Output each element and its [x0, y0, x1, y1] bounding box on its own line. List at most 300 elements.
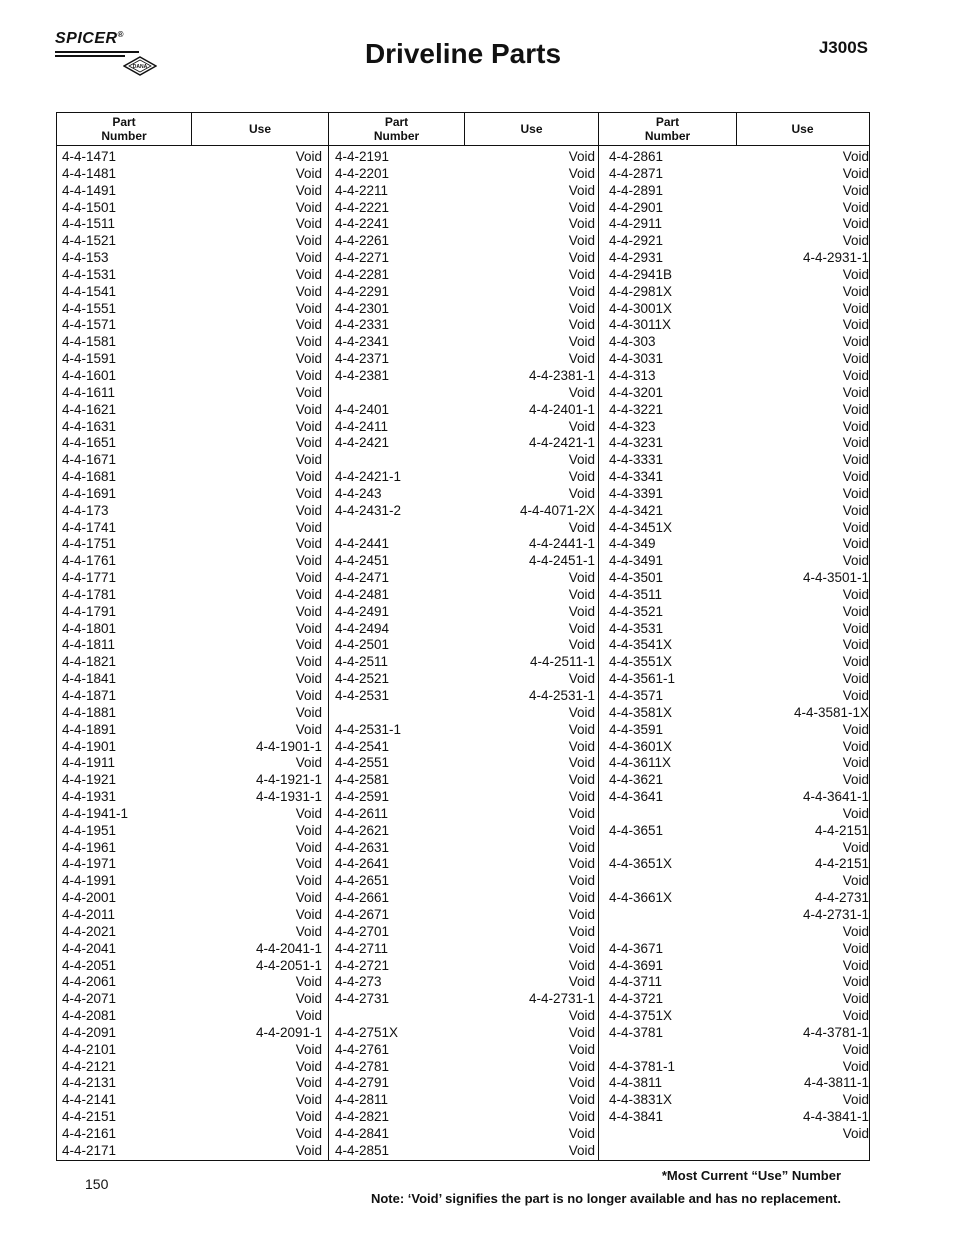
- table-row: [62, 284, 322, 301]
- use-value: Void: [842, 266, 869, 282]
- part-number: 4-4-3541X: [609, 637, 673, 653]
- use-value: Void: [295, 637, 322, 653]
- footnote-void: Note: ‘Void’ signifies the part is no longer available and has no replacement.: [370, 1191, 841, 1206]
- table-row: [62, 890, 322, 907]
- part-number: 4-4-2291: [335, 283, 390, 299]
- part-number: 4-4-2371: [335, 351, 390, 367]
- use-value: Void: [568, 603, 595, 619]
- table-row: [609, 435, 869, 452]
- table-row: [609, 520, 869, 537]
- part-number: 4-4-173: [62, 502, 109, 518]
- part-number: 4-4-3691: [609, 957, 664, 973]
- table-row: [609, 570, 869, 587]
- use-value: Void: [568, 772, 595, 788]
- table-row: [62, 856, 322, 873]
- table-row: [609, 166, 869, 183]
- table-row: [335, 334, 595, 351]
- use-value: Void: [295, 570, 322, 586]
- table-row: [62, 1025, 322, 1042]
- part-number: 4-4-2121: [62, 1058, 117, 1074]
- part-number: 4-4-3531: [609, 620, 664, 636]
- table-row: [62, 385, 322, 402]
- column-divider: [328, 113, 329, 1160]
- table-row: [335, 688, 595, 705]
- use-value: Void: [568, 485, 595, 501]
- part-number: 4-4-2511: [335, 654, 389, 670]
- use-value: Void: [568, 923, 595, 939]
- table-row: [609, 301, 869, 318]
- part-number: 4-4-2101: [62, 1041, 117, 1057]
- table-row: [335, 890, 595, 907]
- table-row: [62, 907, 322, 924]
- part-number: 4-4-3501: [609, 570, 664, 586]
- part-number: 4-4-1491: [62, 182, 117, 198]
- part-number: 4-4-2061: [62, 974, 117, 990]
- part-number: 4-4-3781-1: [609, 1058, 676, 1074]
- use-value: Void: [568, 1109, 595, 1125]
- use-value: Void: [295, 519, 322, 535]
- table-row: [335, 705, 595, 722]
- table-row: [609, 1025, 869, 1042]
- use-value: Void: [295, 974, 322, 990]
- table-row: [335, 469, 595, 486]
- use-value: Void: [295, 923, 322, 939]
- part-number: 4-4-1691: [62, 485, 117, 501]
- part-number: 4-4-1681: [62, 469, 117, 485]
- part-number: 4-4-3561-1: [609, 671, 676, 687]
- use-value: Void: [295, 452, 322, 468]
- use-value: Void: [295, 671, 322, 687]
- use-value: Void: [295, 755, 322, 771]
- table-row: [335, 823, 595, 840]
- table-row: [62, 486, 322, 503]
- use-value: Void: [568, 974, 595, 990]
- table-row: [62, 1126, 322, 1143]
- use-value: Void: [295, 721, 322, 737]
- table-row: [335, 772, 595, 789]
- table-row: [62, 469, 322, 486]
- table-row: [335, 402, 595, 419]
- use-value: Void: [568, 620, 595, 636]
- use-value: Void: [295, 266, 322, 282]
- use-value: 4-4-2531-1: [528, 688, 595, 703]
- part-number: 4-4-1921: [62, 772, 117, 788]
- use-value: Void: [295, 620, 322, 636]
- table-row: [62, 149, 322, 166]
- use-value: Void: [295, 165, 322, 181]
- brand-name: SPICER®: [55, 30, 124, 47]
- part-number: 4-4-2301: [335, 300, 390, 316]
- use-value: Void: [295, 1075, 322, 1091]
- table-row: [62, 419, 322, 436]
- part-number: 4-4-2411: [335, 418, 389, 434]
- part-number: 4-4-3221: [609, 401, 664, 417]
- use-value: Void: [295, 704, 322, 720]
- use-value: Void: [295, 991, 322, 1007]
- table-row: [335, 503, 595, 520]
- part-number: 4-4-1571: [62, 317, 117, 333]
- use-value: Void: [842, 637, 869, 653]
- table-row: [335, 267, 595, 284]
- use-value: Void: [295, 873, 322, 889]
- table-row: [335, 671, 595, 688]
- part-number: 4-4-1791: [62, 603, 117, 619]
- use-value: Void: [842, 502, 869, 518]
- part-number: 4-4-3661X: [609, 890, 673, 906]
- parts-column-1: [62, 149, 322, 1160]
- use-value: Void: [568, 637, 595, 653]
- table-row: [335, 1008, 595, 1025]
- header-text: Use: [791, 122, 814, 136]
- part-number: 4-4-2531: [335, 688, 390, 703]
- table-row: [62, 503, 322, 520]
- table-row: [335, 806, 595, 823]
- table-row: [609, 671, 869, 688]
- table-row: [62, 941, 322, 958]
- part-number: 4-4-2281: [335, 266, 390, 282]
- table-row: [62, 958, 322, 975]
- use-value: Void: [568, 1058, 595, 1074]
- table-row: [609, 334, 869, 351]
- table-row: [62, 536, 322, 553]
- part-number: 4-4-1971: [62, 856, 117, 872]
- use-value: Void: [295, 1058, 322, 1074]
- header-use-1: [191, 113, 329, 145]
- part-number: 4-4-1961: [62, 839, 117, 855]
- table-row: [335, 789, 595, 806]
- use-value: Void: [568, 182, 595, 198]
- use-value: Void: [295, 250, 322, 266]
- use-value: Void: [842, 367, 869, 383]
- use-value: Void: [842, 839, 869, 855]
- use-value: Void: [295, 856, 322, 872]
- part-number: 4-4-2811: [335, 1092, 389, 1108]
- table-row: [62, 1042, 322, 1059]
- header-part-number-2: [329, 113, 464, 145]
- use-value: Void: [842, 721, 869, 737]
- use-value: 4-4-2381-1: [528, 367, 595, 383]
- table-row: [335, 856, 595, 873]
- table-row: [335, 216, 595, 233]
- table-row: [62, 368, 322, 385]
- use-value: Void: [568, 199, 595, 215]
- part-number: 4-4-2481: [335, 586, 390, 602]
- use-value: Void: [842, 435, 869, 451]
- table-row: [609, 924, 869, 941]
- table-row: [62, 200, 322, 217]
- part-number: 4-4-3521: [609, 603, 664, 619]
- table-row: [62, 334, 322, 351]
- part-number: 4-4-1481: [62, 165, 117, 181]
- part-number: 4-4-1931: [62, 789, 117, 805]
- table-row: [609, 317, 869, 334]
- use-value: Void: [568, 384, 595, 400]
- use-value: Void: [568, 334, 595, 350]
- part-number: 4-4-2341: [335, 334, 390, 350]
- table-row: [609, 1109, 869, 1126]
- use-value: Void: [842, 418, 869, 434]
- part-number: 4-4-3601X: [609, 738, 673, 754]
- table-row: [62, 402, 322, 419]
- header-text: Use: [248, 122, 271, 136]
- part-number: 4-4-3031: [609, 351, 664, 367]
- use-value: Void: [568, 570, 595, 586]
- use-value: 4-4-2441-1: [528, 536, 595, 552]
- footnote-current-use: *Most Current “Use” Number: [661, 1168, 841, 1183]
- part-number: 4-4-3721: [609, 991, 664, 1007]
- part-number: 4-4-1511: [62, 216, 116, 232]
- use-value: Void: [295, 149, 322, 164]
- table-row: [609, 216, 869, 233]
- part-number: 4-4-3201: [609, 384, 664, 400]
- table-row: [62, 991, 322, 1008]
- table-row: [609, 705, 869, 722]
- model-label: J300S: [818, 38, 868, 57]
- table-row: [335, 183, 595, 200]
- use-value: Void: [842, 991, 869, 1007]
- use-value: Void: [842, 974, 869, 990]
- part-number: 4-4-2781: [335, 1058, 390, 1074]
- use-value: Void: [842, 216, 869, 232]
- use-value: 4-4-2511-1: [529, 654, 595, 670]
- part-number: 4-4-2581: [335, 772, 390, 788]
- use-value: Void: [568, 1008, 595, 1024]
- use-value: Void: [842, 738, 869, 754]
- part-number: 4-4-3451X: [609, 519, 673, 535]
- table-row: [609, 1008, 869, 1025]
- header-part-number-3: [599, 113, 736, 145]
- part-number: 4-4-2421: [335, 435, 390, 451]
- part-number: 4-4-2531-1: [335, 721, 402, 737]
- table-row: [335, 840, 595, 857]
- table-row: [62, 974, 322, 991]
- part-number: 4-4-3581X: [609, 704, 673, 720]
- use-value: 4-4-1921-1: [255, 772, 322, 788]
- part-number: 4-4-2591: [335, 789, 390, 805]
- table-row: [609, 772, 869, 789]
- part-number: 4-4-2141: [62, 1092, 117, 1108]
- table-row: [609, 553, 869, 570]
- use-value: Void: [295, 654, 322, 670]
- use-value: Void: [842, 149, 869, 164]
- use-value: Void: [568, 283, 595, 299]
- use-value: Void: [842, 1125, 869, 1141]
- use-value: Void: [568, 856, 595, 872]
- table-row: [62, 1008, 322, 1025]
- use-value: Void: [295, 317, 322, 333]
- part-number: 4-4-2861: [609, 149, 664, 164]
- part-number: 4-4-1551: [62, 300, 117, 316]
- use-value: Void: [295, 351, 322, 367]
- table-row: [335, 907, 595, 924]
- part-number: 4-4-2851: [335, 1142, 390, 1158]
- table-row: [62, 250, 322, 267]
- part-number: 4-4-1541: [62, 283, 117, 299]
- use-value: Void: [842, 182, 869, 198]
- table-row: [335, 924, 595, 941]
- table-row: [609, 941, 869, 958]
- part-number: 4-4-2261: [335, 233, 390, 249]
- use-value: Void: [295, 536, 322, 552]
- table-row: [335, 621, 595, 638]
- table-row: [62, 654, 322, 671]
- part-number: 4-4-2451: [335, 553, 390, 569]
- part-number: 4-4-303: [609, 334, 656, 350]
- use-value: 4-4-2041-1: [255, 940, 322, 956]
- parts-column-3: [609, 149, 869, 1143]
- use-value: Void: [842, 603, 869, 619]
- table-row: [609, 1092, 869, 1109]
- table-row: [609, 183, 869, 200]
- table-row: [62, 755, 322, 772]
- part-number: 4-4-1531: [62, 266, 117, 282]
- use-value: Void: [842, 1092, 869, 1108]
- table-row: [335, 233, 595, 250]
- table-row: [609, 351, 869, 368]
- part-number: 4-4-313: [609, 367, 656, 383]
- table-row: [62, 452, 322, 469]
- part-number: 4-4-1871: [62, 688, 117, 703]
- part-number: 4-4-2921: [609, 233, 664, 249]
- use-value: 4-4-3641-1: [802, 789, 869, 805]
- table-row: [62, 301, 322, 318]
- use-value: 4-4-3581-1X: [793, 704, 869, 720]
- part-number: 4-4-1781: [62, 586, 117, 602]
- use-value: 4-4-2731: [814, 890, 869, 906]
- table-row: [609, 402, 869, 419]
- part-number: 4-4-2621: [335, 822, 390, 838]
- use-value: Void: [295, 401, 322, 417]
- use-value: Void: [568, 873, 595, 889]
- table-row: [609, 536, 869, 553]
- table-row: [609, 1059, 869, 1076]
- table-row: [62, 166, 322, 183]
- use-value: Void: [568, 317, 595, 333]
- part-number: 4-4-3751X: [609, 1008, 673, 1024]
- use-value: Void: [842, 873, 869, 889]
- use-value: Void: [295, 502, 322, 518]
- table-row: [335, 553, 595, 570]
- use-value: Void: [295, 283, 322, 299]
- part-number: 4-4-3551X: [609, 654, 673, 670]
- table-row: [335, 317, 595, 334]
- use-value: Void: [295, 233, 322, 249]
- use-value: Void: [568, 418, 595, 434]
- part-number: 4-4-1801: [62, 620, 117, 636]
- use-value: Void: [568, 300, 595, 316]
- use-value: 4-4-2421-1: [528, 435, 595, 451]
- dana-text: DANA: [132, 64, 148, 70]
- part-number: 4-4-1911: [62, 755, 116, 771]
- table-row: [609, 823, 869, 840]
- use-value: Void: [295, 890, 322, 906]
- use-value: Void: [842, 401, 869, 417]
- table-row: [609, 654, 869, 671]
- table-row: [62, 587, 322, 604]
- use-value: 4-4-3781-1: [802, 1024, 869, 1040]
- table-row: [62, 317, 322, 334]
- table-row: [62, 772, 322, 789]
- part-number: 4-4-1581: [62, 334, 117, 350]
- part-number: 4-4-3511: [609, 586, 663, 602]
- table-row: [62, 924, 322, 941]
- table-row: [62, 688, 322, 705]
- part-number: 4-4-2841: [335, 1125, 390, 1141]
- table-row: [609, 1126, 869, 1143]
- part-number: 4-4-3011X: [609, 317, 672, 333]
- part-number: 4-4-1651: [62, 435, 117, 451]
- part-number: 4-4-2401: [335, 401, 390, 417]
- use-value: 4-4-2151: [814, 856, 869, 872]
- part-number: 4-4-2051: [62, 957, 117, 973]
- header-divider: [191, 113, 192, 146]
- part-number: 4-4-323: [609, 418, 656, 434]
- use-value: Void: [568, 906, 595, 922]
- part-number: 4-4-3641: [609, 789, 664, 805]
- use-value: Void: [568, 890, 595, 906]
- use-value: Void: [295, 182, 322, 198]
- part-number: 4-4-2751X: [335, 1024, 399, 1040]
- part-number: 4-4-3651: [609, 822, 664, 838]
- part-number: 4-4-2151: [62, 1109, 117, 1125]
- table-row: [609, 637, 869, 654]
- table-row: [335, 1143, 595, 1160]
- table-row: [335, 536, 595, 553]
- table-row: [62, 739, 322, 756]
- table-row: [62, 267, 322, 284]
- table-row: [62, 806, 322, 823]
- use-value: 4-4-4071-2X: [519, 502, 595, 518]
- part-number: 4-4-3571: [609, 688, 664, 703]
- table-row: [609, 688, 869, 705]
- use-value: 4-4-2931-1: [802, 250, 869, 266]
- table-row: [609, 621, 869, 638]
- use-value: Void: [842, 334, 869, 350]
- table-row: [609, 587, 869, 604]
- use-value: Void: [568, 1125, 595, 1141]
- part-number: 4-4-1601: [62, 367, 117, 383]
- use-value: Void: [842, 485, 869, 501]
- use-value: Void: [842, 233, 869, 249]
- use-value: 4-4-1901-1: [255, 738, 322, 754]
- table-row: [609, 267, 869, 284]
- part-number: 4-4-2701: [335, 923, 390, 939]
- use-value: Void: [568, 738, 595, 754]
- table-row: [335, 200, 595, 217]
- part-number: 4-4-1751: [62, 536, 117, 552]
- table-row: [609, 419, 869, 436]
- table-row: [335, 419, 595, 436]
- use-value: Void: [568, 940, 595, 956]
- header-text: Part Number: [644, 115, 691, 143]
- table-row: [335, 1059, 595, 1076]
- use-value: 4-4-2151: [814, 822, 869, 838]
- use-value: Void: [568, 704, 595, 720]
- part-number: 4-4-2931: [609, 250, 664, 266]
- table-row: [335, 722, 595, 739]
- use-value: Void: [295, 839, 322, 855]
- part-number: 4-4-2761: [335, 1041, 390, 1057]
- part-number: 4-4-2171: [62, 1142, 117, 1158]
- use-value: Void: [842, 283, 869, 299]
- header-text: Part Number: [373, 115, 420, 143]
- use-value: Void: [295, 435, 322, 451]
- table-row: [62, 435, 322, 452]
- table-row: [609, 503, 869, 520]
- table-row: [609, 368, 869, 385]
- use-value: Void: [295, 418, 322, 434]
- part-number: 4-4-2711: [335, 940, 389, 956]
